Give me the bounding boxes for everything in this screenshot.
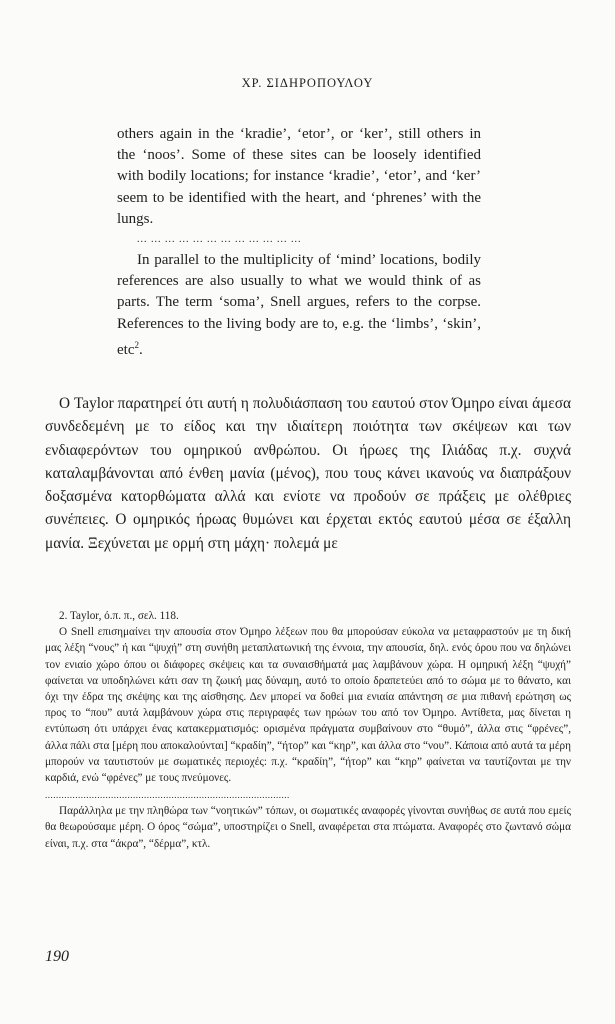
page-number: 190 (45, 948, 69, 965)
quote-paragraph-2-text: In parallel to the multiplicity of ‘mind’ locations, bodily references are also usually to what we would think of as parts. The term ‘soma’, Snell argues, refers to the corpse. References to the living body are to, e.g. the ‘limbs’, ‘skin’, etc (117, 252, 481, 358)
footnote-reference: 2. Taylor, ό.π. π., σελ. 118. (59, 610, 179, 622)
footnote-ellipsis: ......................................................................................... (45, 790, 290, 801)
quote-paragraph-2-end: . (138, 341, 143, 358)
footnote-continuation: Παράλληλα με την πληθώρα των “νοητικών” τόπων, οι σωματικές αναφορές γίνονται συνήθως σε αυτά που εμείς θα θεωρούσαμε μέρη. Ο όρος “σώμα”, υποστηρίζει ο Snell, αναφέρεται στα πτώματα. Αναφορές στο ζωντανό σώμα είναι, π.χ. στα “άκρα”, “δέρμα”, κτλ. (45, 805, 571, 850)
main-paragraph-text: Ο Taylor παρατηρεί ότι αυτή η πολυδιάσπαση του εαυτού στον Όμηρο είναι άμεσα συνδεδεμένη με το είδος και την ιδιαίτερη ποιότητα των σκέψεων και των ενδιαφερόντων του ομηρικού ανθρώπου. Οι ήρωες της Ιλιάδας π.χ. συχνά καταλαμβάνονται από ένθεη μανία (μένος), που τους κάνει ικανούς να διαπράξουν δοξασμένα κατορθώματα αλλά και ενίοτε να προδούν σε πράξεις με ολέθριες συνέπειες. Ο ομηρικός ήρωας θυμώνει και έρχεται εκτός εαυτού μέσα σε έξαλλη μανία. Ξεχύνεται με ορμή στη μάχη· πολεμά με (45, 395, 571, 552)
quote-paragraph-1: others again in the ‘kradie’, ‘etor’, or ‘ker’, still others in the ‘noos’. Some of these sites can be loosely identified with bodily locations; for instance ‘kradie’, ‘etor’, and ‘ker’ seem to be identified with the heart, and ‘phrenes’ with the lungs. (117, 126, 481, 227)
block-quote (117, 124, 481, 361)
footnote-body: Ο Snell επισημαίνει την απουσία στον Όμηρο λέξεων που θα μπορούσαν εύκολα να μεταφραστούν με τη δική μας λέξη “νους” ή και “ψυχή” στη συνήθη μεταπλατωνική της έννοια, την απουσία, δηλ. ενός όρου που να δηλώνει τον ενιαίο χώρο όπου οι διάφορες σκέψεις και τα συναισθήματά μας λαμβάνουν χώρα. Η ομηρική λέξη “ψυχή” φαίνεται να υποδηλώνει κάτι σαν τη ζωική μας δύναμη, αυτό το οποίο δραπετεύει από το σώμα με το θάνατο, και όχι την έδρα της σκέψης και της αίσθησης. Δεν μπορεί να δοθεί μια ενιαία απάντηση σε μια πιθανή ερώτηση ως προς το “που” αυτά λαμβάνουν χώρα στις περιγραφές των ηρώων του από τον Όμηρο. Αντίθετα, μας δίνεται η εντύπωση ότι υπάρχει ένας κατακερματισμός: ορισμένα πράγματα συμβαίνουν στο “θυμό”, άλλα στις “φρένες”, άλλα πάλι στα [μέρη που αποκαλούνται] “κραδίη”, “ήτορ” και “κηρ”, και άλλα στο “νου”. Κάποια από αυτά τα μέρη μπορούν να ταυτιστούν με σωματικές περιοχές: π.χ. “κραδίη”, “ήτορ” και “κηρ” φαίνεται να ταυτίζονται με την καρδιά, ενώ “φρένες” με τους πνεύμονες. (45, 626, 571, 785)
main-paragraph (45, 392, 571, 555)
footnote-marker: 2 (134, 339, 139, 350)
running-head: ΧΡ. ΣΙΔΗΡΟΠΟΥΛΟΥ (241, 76, 374, 90)
quote-paragraph-2 (117, 250, 481, 361)
footnotes (45, 608, 571, 852)
quote-ellipsis: ... ... ... ... ... ... ... ... ... ... ... ... (137, 234, 302, 246)
